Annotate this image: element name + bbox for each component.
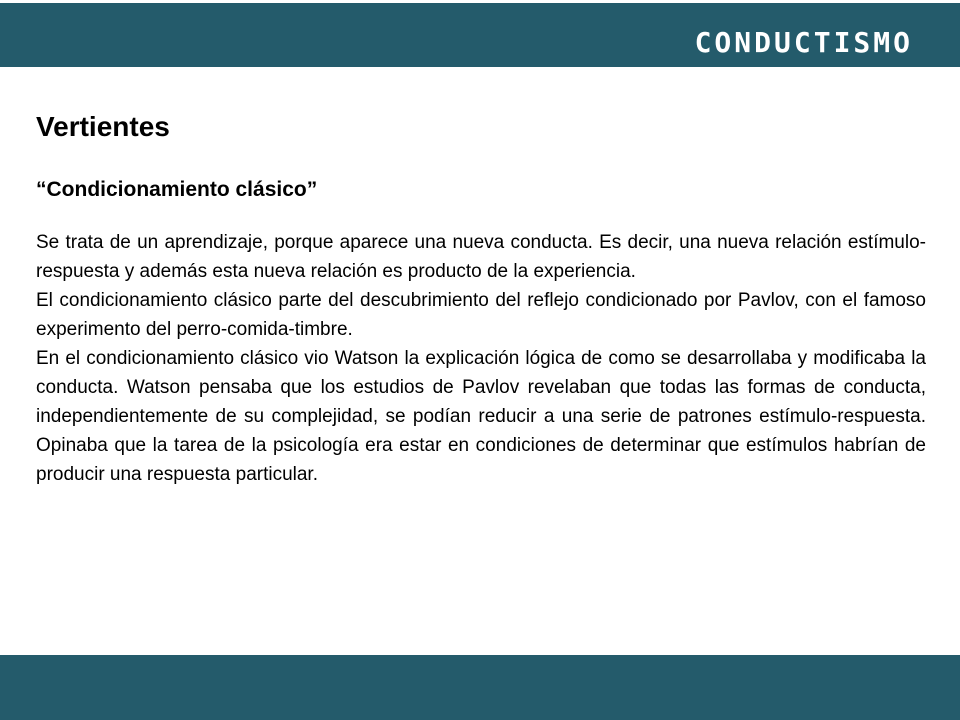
paragraph-pavlov: El condicionamiento clásico parte del descubrimiento del reflejo condicionado por Pavlov, con el famoso experimento del perro-comida-timbre.	[36, 290, 926, 340]
slide-title: CONDUCTISMO	[694, 26, 913, 59]
section-heading: Vertientes	[36, 111, 170, 142]
slide-content	[36, 110, 926, 489]
header-band	[0, 3, 960, 67]
subheading: “Condicionamiento clásico”	[36, 178, 318, 201]
body-text	[36, 228, 926, 489]
paragraph-watson: En el condicionamiento clásico vio Watson la explicación lógica de como se desarrollaba y modificaba la conducta. Watson pensaba que los estudios de Pavlov revelaban que todas las formas de conducta, independientemente de su complejidad, se podían reducir a una serie de patrones estímulo-respuesta. Opinaba que la tarea de la psicología era estar en condiciones de determinar que estímulos habrían de producir una respuesta particular.	[36, 348, 926, 485]
paragraph-intro: Se trata de un aprendizaje, porque aparece una nueva conducta. Es decir, una nueva relación estímulo-respuesta y además esta nueva relación es producto de la experiencia.	[36, 232, 926, 282]
footer-band	[0, 655, 960, 720]
